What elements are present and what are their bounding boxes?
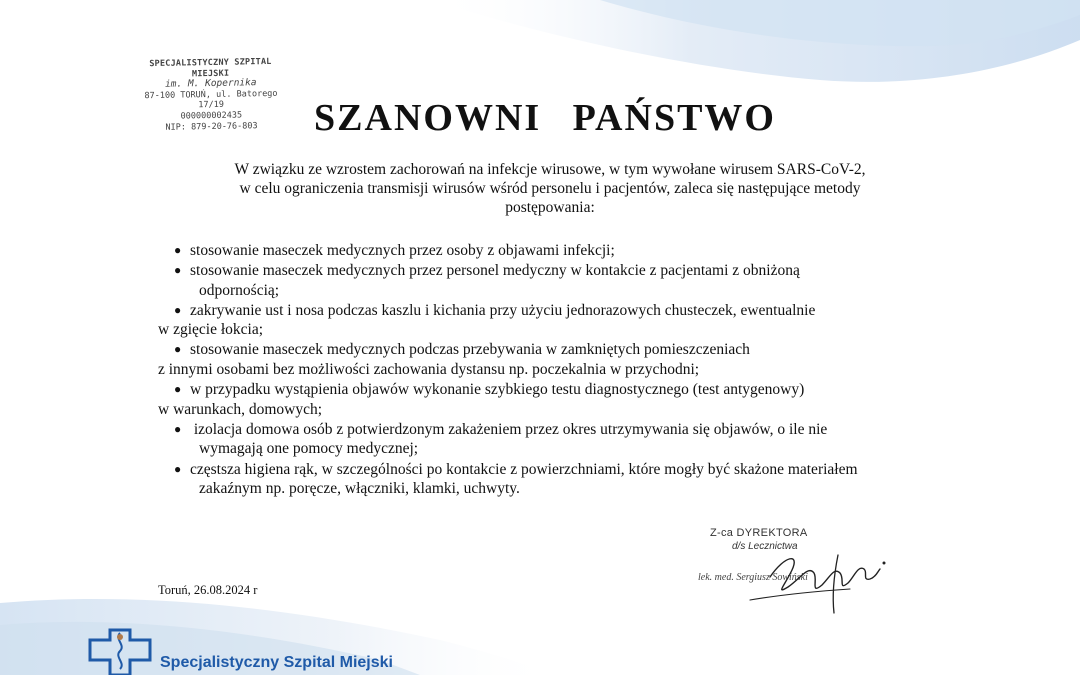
list-item-continuation: w zgięcie łokcia; — [158, 321, 264, 339]
list-item — [158, 420, 948, 459]
bullet-icon: ● — [174, 263, 182, 278]
signature-subtitle: d/s Lecznictwa — [732, 541, 798, 552]
stamp-line: NIP: 879-20-76-803 — [165, 120, 258, 133]
list-item-text: zakrywanie ust i nosa podczas kaszlu i kichania przy użyciu jednorazowych chusteczek, ewentualnie — [190, 301, 816, 319]
list-item-text: częstsza higiena rąk, w szczególności po kontakcie z powierzchniami, które mogły być skażone materiałem — [190, 460, 858, 478]
list-item — [158, 340, 948, 379]
list-item-text: izolacja domowa osób z potwierdzonym zakażeniem przez okres utrzymywania się objawów, o ile nie — [190, 420, 828, 438]
list-item — [158, 261, 948, 300]
organization-name: Specjalistyczny Szpital Miejski — [160, 654, 393, 671]
list-item-continuation: wymagają one pomocy medycznej; — [199, 440, 419, 458]
list-item-continuation: odpornością; — [199, 281, 280, 299]
stamp-line: SPECJALISTYCZNY SZPITAL MIEJSKI — [149, 56, 272, 79]
list-item — [158, 241, 948, 261]
list-item — [158, 380, 948, 419]
stamp-line: 87-100 TORUŃ, ul. Batorego 17/19 — [144, 88, 278, 111]
list-item — [158, 301, 948, 340]
intro-line: postępowania: — [505, 199, 595, 216]
bullet-icon: ● — [174, 382, 182, 397]
hospital-logo-icon — [80, 625, 170, 675]
signature-title: Z-ca DYREKTORA — [710, 527, 808, 539]
bullet-icon: ● — [174, 243, 182, 257]
handwritten-signature — [730, 525, 890, 615]
document-date: Toruń, 26.08.2024 r — [158, 583, 258, 597]
page-title: SZANOWNI PAŃSTWO — [314, 97, 776, 139]
signature-name: lek. med. Sergiusz Sowiński — [698, 572, 808, 583]
bullet-icon: ● — [174, 461, 182, 476]
intro-line: w celu ograniczenia transmisji wirusów wśród personelu i pacjentów, zaleca się następujące metody — [239, 180, 861, 197]
intro-line: W związku ze wzrostem zachorowań na infekcje wirusowe, w tym wywołane wirusem SARS-CoV-2, — [234, 161, 866, 178]
stamp-line: 000000002435 — [180, 110, 243, 122]
list-item-continuation: zakaźnym np. poręcze, włączniki, klamki, uchwyty. — [199, 480, 520, 498]
list-item-text: stosowanie maseczek medycznych przez personel medyczny w kontakcie z pacjentami z obniżoną — [190, 262, 800, 280]
intro-paragraph — [180, 160, 920, 217]
bullet-icon: ● — [174, 302, 182, 317]
signature-block — [690, 525, 890, 615]
list-item-continuation: z innymi osobami bez możliwości zachowania dystansu np. poczekalnia w przychodni; — [158, 361, 700, 379]
list-item-text: stosowanie maseczek medycznych podczas przebywania w zamkniętych pomieszczeniach — [190, 341, 750, 359]
bullet-icon: ● — [174, 421, 182, 436]
stamp-line: im. M. Kopernika — [164, 77, 257, 90]
list-item-text: w przypadku wystąpienia objawów wykonanie szybkiego testu diagnostycznego (test antygenowy) — [190, 381, 805, 399]
bullet-icon: ● — [174, 342, 182, 357]
list-item-continuation: w warunkach, domowych; — [158, 400, 322, 418]
list-item-text: stosowanie maseczek medycznych przez osoby z objawami infekcji; — [190, 242, 615, 259]
measures-list — [158, 241, 948, 499]
list-item — [158, 460, 948, 499]
